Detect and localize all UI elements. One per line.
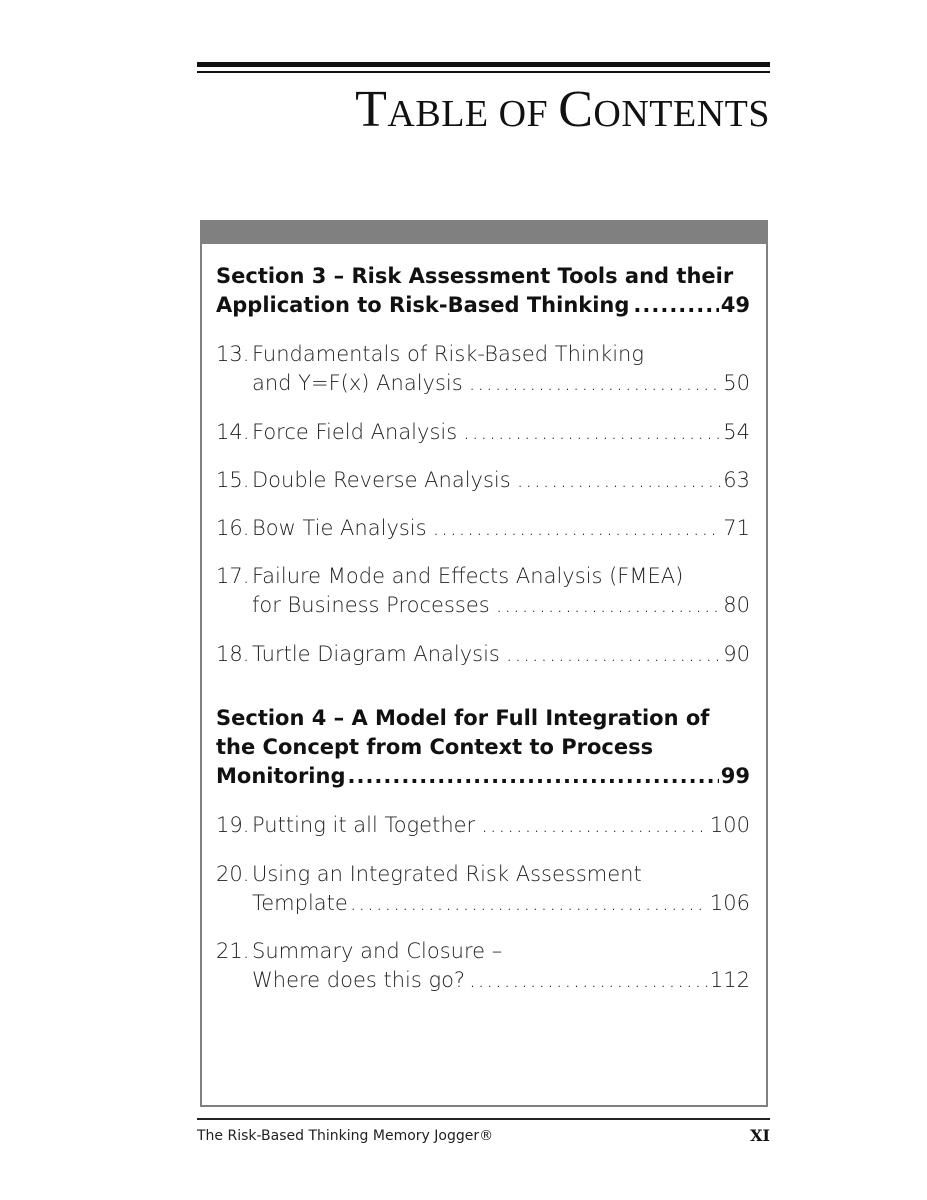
toc-entry-16[interactable]	[216, 514, 750, 543]
table-of-contents	[216, 262, 750, 995]
footer-page-number: XI	[750, 1126, 770, 1145]
page-number: 49	[720, 293, 750, 317]
entry-title: Template	[252, 891, 348, 915]
header-rule-thick	[197, 62, 770, 67]
toc-box-header-bar	[202, 222, 766, 244]
page-number: 90	[723, 642, 750, 666]
entry-title: Fundamentals of Risk-Based Thinking	[252, 342, 644, 366]
page-number: 106	[709, 891, 750, 915]
page-number: 99	[720, 764, 750, 788]
entry-title: Putting it all Together	[252, 813, 476, 837]
page-number: 112	[709, 968, 750, 992]
page-number: 80	[723, 593, 750, 617]
footer-rule	[197, 1118, 770, 1120]
page-number: 100	[709, 813, 750, 837]
page-number: 71	[723, 516, 750, 540]
entry-title: and Y=F(x) Analysis	[252, 371, 463, 395]
toc-entry-19[interactable]	[216, 811, 750, 840]
section-heading-line: Monitoring ..... 99	[216, 762, 750, 791]
toc-entry-21[interactable]	[216, 937, 750, 995]
entry-number: 19.	[216, 813, 250, 837]
entry-number: 18.	[216, 642, 250, 666]
entry-title: Turtle Diagram Analysis	[252, 642, 500, 666]
page-number: 54	[723, 420, 750, 444]
dot-leader	[506, 640, 721, 669]
section-heading-line: Section 3 – Risk Assessment Tools and their	[216, 264, 734, 288]
section-3-heading[interactable]	[216, 262, 750, 320]
dot-leader	[347, 762, 718, 791]
toc-entry-14[interactable]	[216, 418, 750, 447]
toc-entry-17[interactable]	[216, 562, 750, 620]
toc-entry-13[interactable]	[216, 340, 750, 398]
entry-title: Using an Integrated Risk Assessment	[252, 862, 642, 886]
footer-book-title: The Risk-Based Thinking Memory Jogger®	[197, 1128, 494, 1144]
section-heading-line: Application to Risk-Based Thinking ..... 49	[216, 291, 750, 320]
entry-title: Failure Mode and Effects Analysis (FMEA)	[252, 564, 684, 588]
entry-title: Summary and Closure –	[252, 939, 503, 963]
entry-number: 13.	[216, 342, 250, 366]
dot-leader	[350, 889, 708, 918]
page-title: TABLE OF CONTENTS	[355, 81, 770, 138]
entry-number: 15.	[216, 468, 250, 492]
toc-entry-20[interactable]	[216, 860, 750, 918]
section-heading-line: Section 4 – A Model for Full Integration of	[216, 706, 710, 730]
entry-title: Double Reverse Analysis	[252, 468, 511, 492]
section-4-heading[interactable]	[216, 704, 750, 791]
page-number: 63	[723, 468, 750, 492]
entry-title: Bow Tie Analysis	[252, 516, 427, 540]
entry-number: 17.	[216, 564, 250, 588]
header-rule-thin	[197, 71, 770, 73]
dot-leader	[481, 811, 708, 840]
toc-entry-15[interactable]	[216, 466, 750, 495]
entry-title: for Business Processes	[252, 593, 490, 617]
dot-leader	[469, 966, 708, 995]
entry-number: 16.	[216, 516, 250, 540]
dot-leader	[633, 291, 718, 320]
entry-number: 14.	[216, 420, 250, 444]
dot-leader	[517, 466, 722, 495]
dot-leader	[496, 591, 722, 620]
page-number: 50	[723, 371, 750, 395]
dot-leader	[469, 369, 722, 398]
section-heading-line: the Concept from Context to Process	[216, 735, 654, 759]
entry-title: Where does this go?	[252, 968, 466, 992]
dot-leader	[463, 418, 721, 447]
dot-leader	[433, 514, 722, 543]
entry-number: 21.	[216, 939, 250, 963]
entry-title: Force Field Analysis	[252, 420, 458, 444]
entry-number: 20.	[216, 862, 250, 886]
toc-entry-18[interactable]	[216, 640, 750, 669]
